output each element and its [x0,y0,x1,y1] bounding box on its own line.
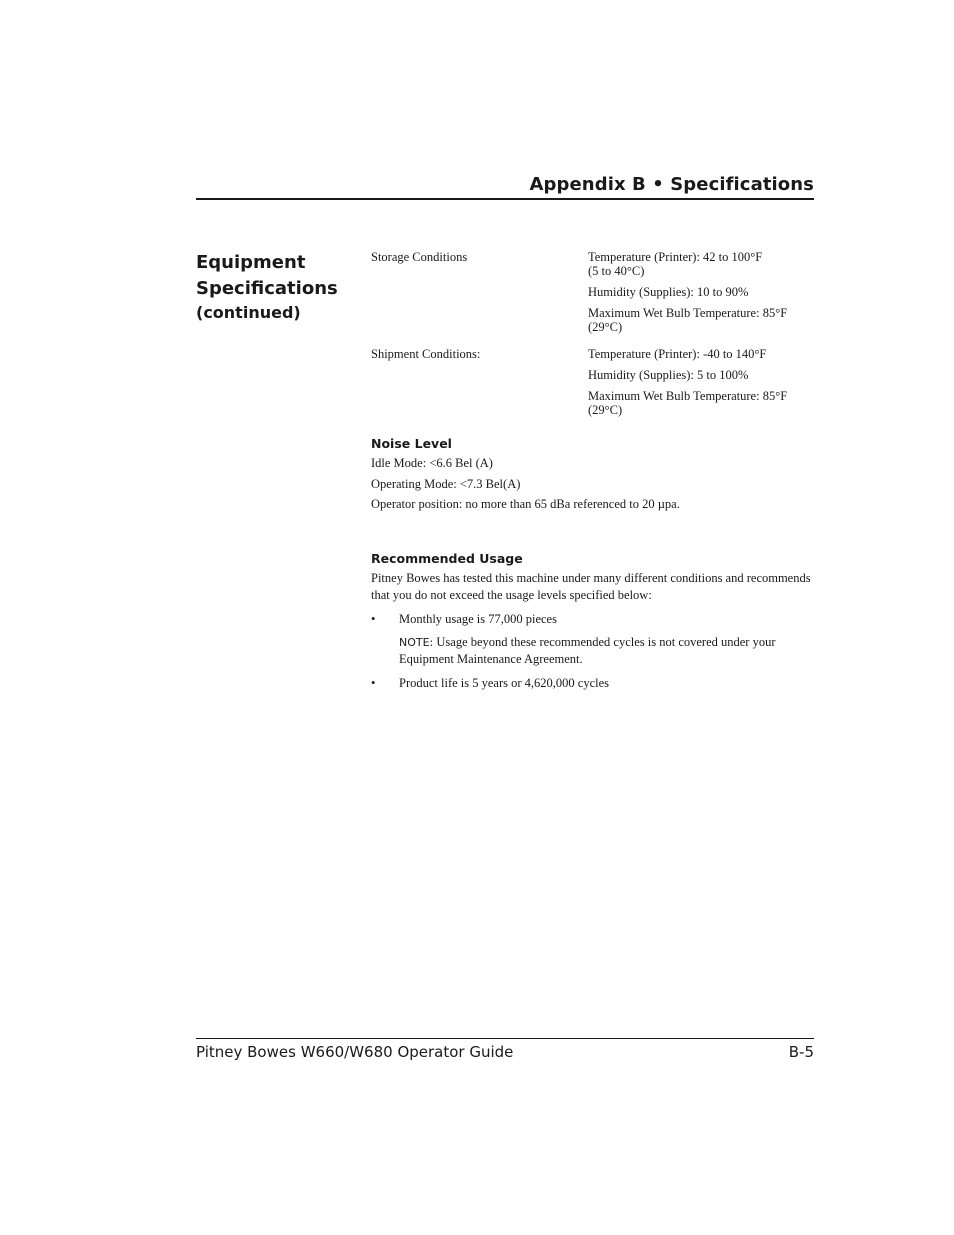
section-title-line2: Specifications [196,278,338,299]
storage-conditions-values [588,250,816,341]
recommended-usage-section [371,551,817,698]
shipment-conditions-row [371,347,816,424]
bullet-dot: • [371,612,376,626]
conditions-table [371,250,816,430]
shipment-humidity: Humidity (Supplies): 5 to 100% [588,368,749,382]
noise-level-section [371,436,817,517]
shipment-conditions-values [588,347,816,424]
noise-operator-position: Operator position: no more than 65 dBa referenced to 20 µpa. [371,497,680,511]
storage-temperature: Temperature (Printer): 42 to 100°F (5 to 40°C) [588,250,763,278]
noise-operating-mode: Operating Mode: <7.3 Bel(A) [371,476,521,491]
section-title-line1: Equipment [196,252,306,273]
section-title [196,250,366,324]
usage-note [371,634,817,668]
storage-conditions-label: Storage Conditions [371,250,468,264]
noise-idle-mode: Idle Mode: <6.6 Bel (A) [371,456,493,470]
page-footer [196,1038,814,1061]
recommended-usage-heading: Recommended Usage [371,551,523,566]
shipment-conditions-label: Shipment Conditions: [371,347,481,361]
shipment-temperature: Temperature (Printer): -40 to 140°F [588,347,767,361]
usage-intro: Pitney Bowes has tested this machine under many different conditions and recommends that you do not exceed the usage levels specified below: [371,571,811,602]
note-label: NOTE: [399,636,434,649]
page-header [196,170,814,200]
noise-level-heading: Noise Level [371,436,452,451]
footer-page-number: B-5 [788,1043,814,1061]
storage-wet-bulb: Maximum Wet Bulb Temperature: 85°F (29°C) [588,306,788,334]
usage-bullet-monthly [371,611,817,628]
header-title: Appendix B • Specifications [529,174,814,195]
note-text: Usage beyond these recommended cycles is not covered under your Equipment Maintenance Agreement. [399,635,776,666]
usage-bullet-product-life [371,675,817,692]
storage-conditions-row [371,250,816,341]
shipment-wet-bulb: Maximum Wet Bulb Temperature: 85°F (29°C) [588,389,788,417]
section-continued: (continued) [196,303,301,322]
footer-guide-title: Pitney Bowes W660/W680 Operator Guide [196,1043,514,1061]
usage-bullet-monthly-text: Monthly usage is 77,000 pieces [399,612,557,626]
storage-humidity: Humidity (Supplies): 10 to 90% [588,285,749,299]
usage-bullet-product-life-text: Product life is 5 years or 4,620,000 cycles [399,676,610,690]
bullet-dot: • [371,676,376,690]
